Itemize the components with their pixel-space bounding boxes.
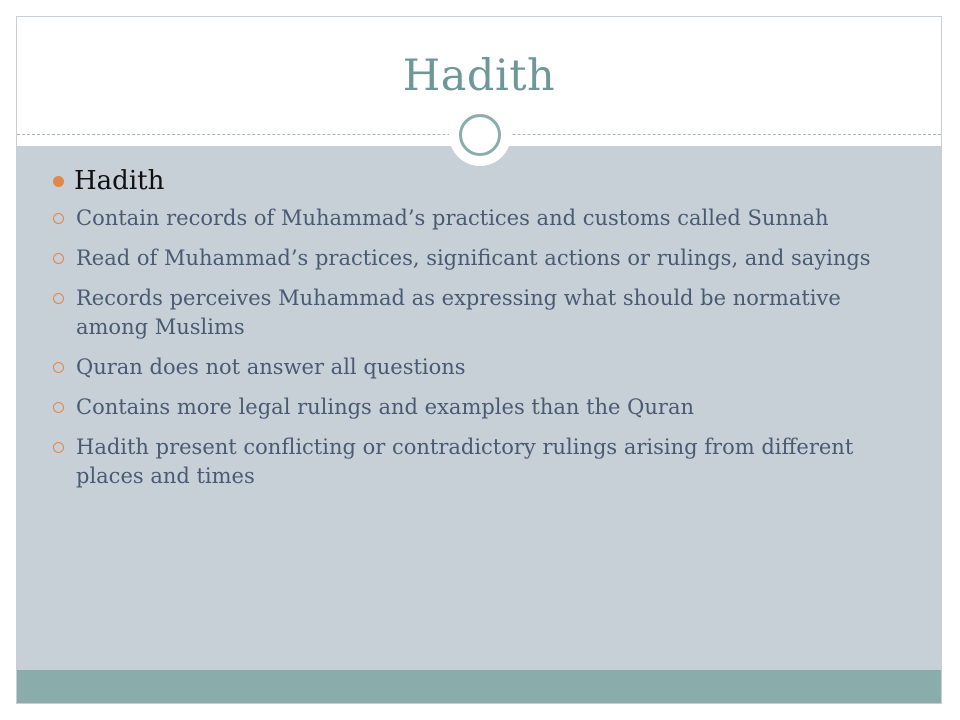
sub-bullet-text: Quran does not answer all questions (76, 355, 466, 379)
bullet-list (50, 166, 910, 502)
sub-bullet (50, 244, 910, 273)
sub-bullet-list (50, 204, 910, 491)
sub-bullet-text: Records perceives Muhammad as expressing what should be normative among Muslims (76, 286, 841, 339)
sub-bullet (50, 284, 910, 342)
ring-bullet-icon (53, 253, 64, 264)
footer-bar (17, 670, 941, 703)
ring-ornament-inner (459, 114, 501, 156)
ring-bullet-icon (53, 402, 64, 413)
ring-bullet-icon (53, 213, 64, 224)
slide-title: Hadith (402, 51, 556, 101)
ring-bullet-icon (53, 362, 64, 373)
ring-bullet-icon (53, 293, 64, 304)
sub-bullet (50, 433, 910, 491)
sub-bullet (50, 204, 910, 233)
sub-bullet-container (50, 204, 910, 491)
ring-bullet-icon (53, 442, 64, 453)
sub-bullet-text: Contain records of Muhammad’s practices and customs called Sunnah (76, 206, 829, 230)
main-bullet (50, 166, 910, 196)
sub-bullet (50, 353, 910, 382)
sub-bullet (50, 393, 910, 422)
filled-circle-bullet-icon (53, 176, 64, 187)
main-bullet-text: Hadith (74, 166, 165, 196)
sub-bullet-text: Contains more legal rulings and examples than the Quran (76, 395, 694, 419)
sub-bullet-text: Read of Muhammad’s practices, significant actions or rulings, and sayings (76, 246, 871, 270)
sub-bullet-text: Hadith present conflicting or contradictory rulings arising from different places and times (76, 435, 854, 488)
